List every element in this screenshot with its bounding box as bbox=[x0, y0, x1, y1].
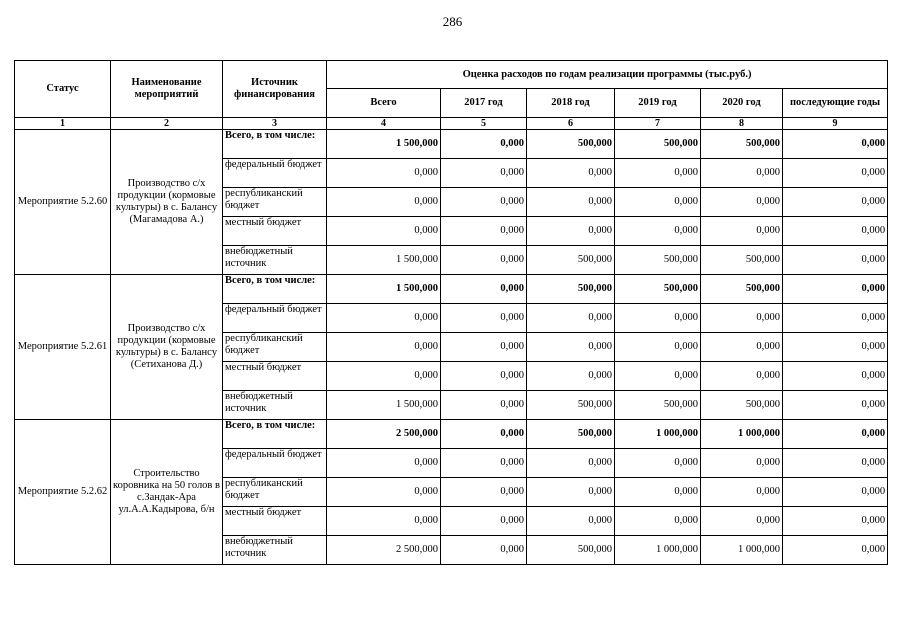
column-number: 1 bbox=[15, 118, 111, 130]
amount-cell: 500,000 bbox=[615, 246, 701, 275]
amount-cell: 0,000 bbox=[441, 391, 527, 420]
column-number: 7 bbox=[615, 118, 701, 130]
amount-cell: 1 500,000 bbox=[327, 130, 441, 159]
amount-cell: 0,000 bbox=[441, 217, 527, 246]
amount-cell: 0,000 bbox=[615, 304, 701, 333]
amount-cell: 0,000 bbox=[783, 507, 888, 536]
amount-cell: 1 000,000 bbox=[701, 536, 783, 565]
column-number: 4 bbox=[327, 118, 441, 130]
funding-source: внебюджетный источник bbox=[223, 536, 327, 565]
funding-source: республиканский бюджет bbox=[223, 188, 327, 217]
amount-cell: 0,000 bbox=[327, 333, 441, 362]
column-number: 9 bbox=[783, 118, 888, 130]
amount-cell: 0,000 bbox=[327, 159, 441, 188]
amount-cell: 0,000 bbox=[701, 188, 783, 217]
amount-cell: 0,000 bbox=[527, 304, 615, 333]
amount-cell: 0,000 bbox=[441, 449, 527, 478]
header-source: Источник финансирования bbox=[223, 61, 327, 118]
amount-cell: 1 000,000 bbox=[615, 420, 701, 449]
amount-cell: 0,000 bbox=[327, 188, 441, 217]
event-status: Мероприятие 5.2.62 bbox=[15, 420, 111, 565]
amount-cell: 0,000 bbox=[615, 159, 701, 188]
amount-cell: 0,000 bbox=[441, 507, 527, 536]
amount-cell: 500,000 bbox=[615, 130, 701, 159]
amount-cell: 0,000 bbox=[783, 362, 888, 391]
column-number: 3 bbox=[223, 118, 327, 130]
amount-cell: 0,000 bbox=[441, 246, 527, 275]
header-status: Статус bbox=[15, 61, 111, 118]
amount-cell: 0,000 bbox=[701, 449, 783, 478]
event-name: Производство с/х продукции (кормовые культуры) в с. Баланcу (Сетиханова Д.) bbox=[111, 275, 223, 420]
amount-cell: 0,000 bbox=[783, 188, 888, 217]
funding-source: Всего, в том числе: bbox=[223, 130, 327, 159]
amount-cell: 0,000 bbox=[783, 420, 888, 449]
amount-cell: 0,000 bbox=[701, 159, 783, 188]
funding-source: Всего, в том числе: bbox=[223, 275, 327, 304]
amount-cell: 0,000 bbox=[327, 217, 441, 246]
amount-cell: 500,000 bbox=[527, 420, 615, 449]
amount-cell: 0,000 bbox=[701, 304, 783, 333]
amount-cell: 0,000 bbox=[327, 449, 441, 478]
column-numbers-row bbox=[15, 118, 888, 130]
amount-cell: 0,000 bbox=[783, 391, 888, 420]
amount-cell: 0,000 bbox=[441, 188, 527, 217]
column-number: 8 bbox=[701, 118, 783, 130]
amount-cell: 0,000 bbox=[441, 304, 527, 333]
funding-source: федеральный бюджет bbox=[223, 449, 327, 478]
event-status: Мероприятие 5.2.61 bbox=[15, 275, 111, 420]
header-name: Наименование мероприятий bbox=[111, 61, 223, 118]
amount-cell: 0,000 bbox=[327, 507, 441, 536]
header-row-1 bbox=[15, 61, 888, 89]
header-year: 2020 год bbox=[701, 89, 783, 118]
amount-cell: 0,000 bbox=[701, 362, 783, 391]
funding-source: федеральный бюджет bbox=[223, 159, 327, 188]
amount-cell: 0,000 bbox=[615, 188, 701, 217]
funding-source: внебюджетный источник bbox=[223, 246, 327, 275]
amount-cell: 1 000,000 bbox=[701, 420, 783, 449]
amount-cell: 0,000 bbox=[701, 217, 783, 246]
column-number: 5 bbox=[441, 118, 527, 130]
amount-cell: 0,000 bbox=[783, 217, 888, 246]
amount-cell: 0,000 bbox=[527, 507, 615, 536]
amount-cell: 0,000 bbox=[327, 362, 441, 391]
event-name: Строительство коровника на 50 голов в с.Зандак-Ара ул.А.А.Кадырова, б/н bbox=[111, 420, 223, 565]
amount-cell: 0,000 bbox=[783, 333, 888, 362]
amount-cell: 0,000 bbox=[783, 536, 888, 565]
amount-cell: 500,000 bbox=[527, 536, 615, 565]
funding-source: местный бюджет bbox=[223, 507, 327, 536]
amount-cell: 500,000 bbox=[701, 246, 783, 275]
funding-source: Всего, в том числе: bbox=[223, 420, 327, 449]
amount-cell: 0,000 bbox=[783, 478, 888, 507]
funding-source: местный бюджет bbox=[223, 362, 327, 391]
amount-cell: 500,000 bbox=[527, 391, 615, 420]
amount-cell: 0,000 bbox=[441, 420, 527, 449]
amount-cell: 1 500,000 bbox=[327, 391, 441, 420]
header-year: 2019 год bbox=[615, 89, 701, 118]
amount-cell: 0,000 bbox=[327, 304, 441, 333]
amount-cell: 500,000 bbox=[527, 246, 615, 275]
amount-cell: 0,000 bbox=[441, 275, 527, 304]
amount-cell: 0,000 bbox=[441, 362, 527, 391]
amount-cell: 500,000 bbox=[701, 130, 783, 159]
amount-cell: 0,000 bbox=[527, 478, 615, 507]
header-year: 2018 год bbox=[527, 89, 615, 118]
amount-cell: 0,000 bbox=[441, 536, 527, 565]
amount-cell: 0,000 bbox=[701, 478, 783, 507]
table-row bbox=[15, 420, 888, 449]
amount-cell: 500,000 bbox=[527, 130, 615, 159]
column-number: 2 bbox=[111, 118, 223, 130]
table-row bbox=[15, 275, 888, 304]
amount-cell: 1 500,000 bbox=[327, 246, 441, 275]
amount-cell: 0,000 bbox=[783, 449, 888, 478]
amount-cell: 0,000 bbox=[701, 507, 783, 536]
amount-cell: 0,000 bbox=[783, 159, 888, 188]
amount-cell: 500,000 bbox=[615, 275, 701, 304]
amount-cell: 0,000 bbox=[441, 130, 527, 159]
budget-table bbox=[14, 60, 888, 565]
table-body bbox=[15, 130, 888, 565]
amount-cell: 0,000 bbox=[527, 188, 615, 217]
amount-cell: 0,000 bbox=[615, 449, 701, 478]
amount-cell: 0,000 bbox=[527, 333, 615, 362]
amount-cell: 1 000,000 bbox=[615, 536, 701, 565]
event-name: Производство с/х продукции (кормовые культуры) в с. Баланcу (Магамадова А.) bbox=[111, 130, 223, 275]
amount-cell: 0,000 bbox=[527, 449, 615, 478]
amount-cell: 1 500,000 bbox=[327, 275, 441, 304]
amount-cell: 0,000 bbox=[441, 159, 527, 188]
table-row bbox=[15, 130, 888, 159]
header-year: последующие годы bbox=[783, 89, 888, 118]
amount-cell: 2 500,000 bbox=[327, 420, 441, 449]
funding-source: республиканский бюджет bbox=[223, 478, 327, 507]
header-estimate: Оценка расходов по годам реализации программы (тыс.руб.) bbox=[327, 61, 888, 89]
funding-source: внебюджетный источник bbox=[223, 391, 327, 420]
amount-cell: 0,000 bbox=[701, 333, 783, 362]
amount-cell: 500,000 bbox=[615, 391, 701, 420]
amount-cell: 2 500,000 bbox=[327, 536, 441, 565]
amount-cell: 0,000 bbox=[615, 362, 701, 391]
amount-cell: 0,000 bbox=[327, 478, 441, 507]
amount-cell: 0,000 bbox=[783, 275, 888, 304]
page-number: 286 bbox=[442, 14, 463, 29]
header-year: 2017 год bbox=[441, 89, 527, 118]
amount-cell: 0,000 bbox=[615, 217, 701, 246]
amount-cell: 0,000 bbox=[527, 217, 615, 246]
amount-cell: 0,000 bbox=[615, 478, 701, 507]
column-number: 6 bbox=[527, 118, 615, 130]
header-year: Всего bbox=[327, 89, 441, 118]
amount-cell: 0,000 bbox=[783, 130, 888, 159]
event-status: Мероприятие 5.2.60 bbox=[15, 130, 111, 275]
funding-source: республиканский бюджет bbox=[223, 333, 327, 362]
amount-cell: 0,000 bbox=[527, 159, 615, 188]
amount-cell: 0,000 bbox=[441, 333, 527, 362]
amount-cell: 0,000 bbox=[527, 362, 615, 391]
amount-cell: 0,000 bbox=[783, 304, 888, 333]
amount-cell: 0,000 bbox=[783, 246, 888, 275]
funding-source: местный бюджет bbox=[223, 217, 327, 246]
funding-source: федеральный бюджет bbox=[223, 304, 327, 333]
amount-cell: 500,000 bbox=[701, 391, 783, 420]
amount-cell: 500,000 bbox=[527, 275, 615, 304]
amount-cell: 0,000 bbox=[615, 333, 701, 362]
amount-cell: 0,000 bbox=[615, 507, 701, 536]
amount-cell: 0,000 bbox=[441, 478, 527, 507]
amount-cell: 500,000 bbox=[701, 275, 783, 304]
